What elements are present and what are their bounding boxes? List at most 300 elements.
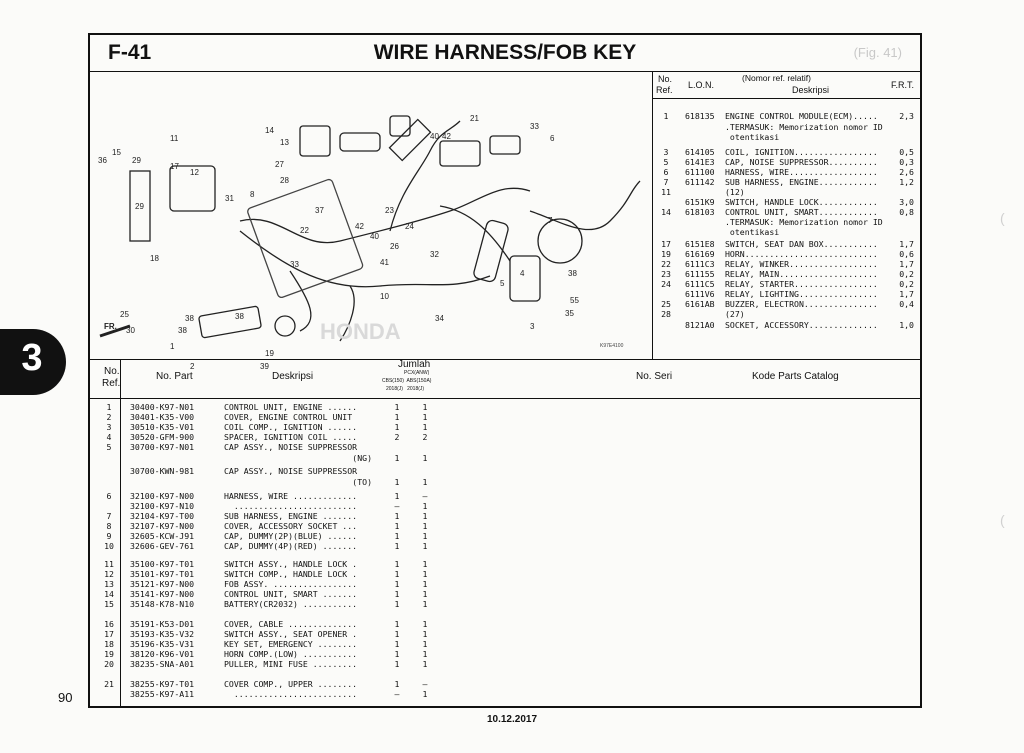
ref-frt: 1,2	[899, 177, 914, 187]
svg-text:36: 36	[98, 156, 107, 165]
svg-text:6: 6	[550, 134, 555, 143]
svg-text:12: 12	[190, 168, 199, 177]
svg-text:31: 31	[225, 194, 234, 203]
ref-lon: 6111C5	[685, 279, 715, 289]
svg-text:38: 38	[235, 312, 244, 321]
part-q1: 1	[394, 422, 400, 432]
page-number: 90	[58, 690, 73, 705]
part-part: 30400-K97-N01	[130, 402, 195, 412]
part-no: 18	[104, 639, 114, 649]
svg-text:15: 15	[112, 148, 121, 157]
svg-text:30: 30	[126, 326, 135, 335]
diagram-code: K97E4100	[600, 343, 624, 349]
title-bar	[90, 35, 920, 72]
part-no: 21	[104, 679, 114, 689]
parts-row	[90, 432, 635, 442]
part-desc: CAP, DUMMY(2P)(BLUE) ......	[224, 531, 358, 541]
parts-row	[90, 629, 635, 639]
ref-desc: SWITCH, HANDLE LOCK............	[725, 197, 878, 207]
parts-no-header: No.	[104, 366, 120, 377]
ref-frt: 0,3	[899, 157, 914, 167]
part-part: 32605-KCW-J91	[130, 531, 195, 541]
part-desc2: (NG)	[352, 453, 372, 463]
ref-lon: 6111C3	[685, 259, 715, 269]
part-desc: CONTROL UNIT, ENGINE ......	[224, 402, 358, 412]
ref-desc: HARNESS, WIRE..................	[725, 167, 878, 177]
ref-lon: 6151E8	[685, 239, 715, 249]
ref-frt: 2,6	[899, 167, 914, 177]
ref-desc: (12)	[725, 187, 745, 197]
part-part: 38120-K96-V01	[130, 649, 195, 659]
svg-text:2: 2	[190, 362, 195, 371]
parts-row	[90, 466, 635, 476]
ref-desc: HORN...........................	[725, 249, 878, 259]
part-part: 35191-K53-D01	[130, 619, 195, 629]
ref-frt: 0,6	[899, 249, 914, 259]
part-q2: 2	[422, 432, 428, 442]
desc-top-header: (Nomor ref. relatif)	[742, 73, 811, 83]
svg-text:4: 4	[520, 269, 525, 278]
parts-row	[90, 559, 635, 569]
ref-desc: RELAY, STARTER.................	[725, 279, 878, 289]
ref-desc: SWITCH, SEAT DAN BOX...........	[725, 239, 878, 249]
ref-no: 24	[661, 279, 671, 289]
part-part: 35101-K97-T01	[130, 569, 195, 579]
part-desc: .........................	[224, 689, 358, 699]
ref-no: 5	[663, 157, 669, 167]
part-part: 32104-K97-T00	[130, 511, 195, 521]
svg-text:38: 38	[568, 269, 577, 278]
reference-row	[652, 269, 920, 279]
svg-text:13: 13	[280, 138, 289, 147]
parts-row	[90, 442, 635, 452]
svg-text:14: 14	[265, 126, 274, 135]
svg-text:40: 40	[430, 132, 439, 141]
part-part: 38235-SNA-A01	[130, 659, 195, 669]
part-desc: SPACER, IGNITION COIL .....	[224, 432, 358, 442]
part-q1: 1	[394, 639, 400, 649]
ref-desc: BUZZER, ELECTRON...............	[725, 299, 878, 309]
ref-lon: 6141E3	[685, 157, 715, 167]
part-q2: 1	[422, 659, 428, 669]
part-q2: 1	[422, 599, 428, 609]
part-desc: SWITCH COMP., HANDLE LOCK .	[224, 569, 358, 579]
svg-text:24: 24	[405, 222, 414, 231]
parts-table-body	[90, 397, 920, 707]
part-part: 38255-K97-A11	[130, 689, 195, 699]
svg-text:34: 34	[435, 314, 444, 323]
ref-desc: otentikasi	[725, 132, 780, 142]
ref-lon: 8121A0	[685, 320, 715, 330]
part-no: 15	[104, 599, 114, 609]
svg-text:3: 3	[530, 322, 535, 331]
part-q1: 1	[394, 629, 400, 639]
svg-text:42: 42	[355, 222, 364, 231]
part-q2: 1	[422, 402, 428, 412]
part-no: 9	[106, 531, 112, 541]
part-desc: COVER, ACCESSORY SOCKET ...	[224, 521, 358, 531]
reference-row	[652, 177, 920, 187]
part-desc: CAP ASSY., NOISE SUPPRESSOR	[224, 442, 358, 452]
svg-text:19: 19	[265, 349, 274, 358]
parts-row	[90, 649, 635, 659]
part-part: 30520-GFM-900	[130, 432, 195, 442]
ref-frt: 0,2	[899, 279, 914, 289]
svg-text:55: 55	[570, 296, 579, 305]
section-number: 3	[21, 337, 43, 379]
honda-watermark: HONDA	[320, 319, 401, 344]
svg-text:17: 17	[170, 162, 179, 171]
part-q1: 1	[394, 477, 400, 487]
reference-row	[652, 207, 920, 217]
part-desc: HARNESS, WIRE .............	[224, 491, 358, 501]
lon-header: L.O.N.	[688, 80, 715, 90]
svg-text:21: 21	[470, 114, 479, 123]
ref-desc: otentikasi	[725, 227, 780, 237]
part-part: 32107-K97-N00	[130, 521, 195, 531]
part-no: 4	[106, 432, 112, 442]
ref-lon: 618103	[685, 207, 715, 217]
part-q2: 1	[422, 501, 428, 511]
part-q2: 1	[422, 579, 428, 589]
ref-desc: RELAY, WINKER..................	[725, 259, 878, 269]
part-desc: CAP ASSY., NOISE SUPPRESSOR	[224, 466, 358, 476]
ref-no: 19	[661, 249, 671, 259]
reference-row	[652, 187, 920, 197]
reference-row	[652, 111, 920, 121]
part-desc: .........................	[224, 501, 358, 511]
svg-text:8: 8	[250, 190, 255, 199]
figure-number: F-41	[108, 41, 152, 64]
ref-desc: (27)	[725, 309, 745, 319]
part-no: 6	[106, 491, 112, 501]
svg-text:39: 39	[260, 362, 269, 371]
ref-lon: 6111V6	[685, 289, 715, 299]
part-q1: –	[394, 689, 400, 699]
reference-row	[652, 157, 920, 167]
ref-lon: 614105	[685, 147, 715, 157]
svg-text:10: 10	[380, 292, 389, 301]
ref-no: 6	[663, 167, 669, 177]
ref-no: 28	[661, 309, 671, 319]
part-no: 12	[104, 569, 114, 579]
part-desc: SWITCH ASSY., SEAT OPENER .	[224, 629, 358, 639]
part-q1: 1	[394, 649, 400, 659]
svg-text:29: 29	[132, 156, 141, 165]
part-q1: 1	[394, 402, 400, 412]
part-q1: 1	[394, 659, 400, 669]
ref-no: 22	[661, 259, 671, 269]
ref-frt: 0,2	[899, 269, 914, 279]
part-q2: 1	[422, 412, 428, 422]
reference-row	[652, 132, 920, 142]
ref-lon: 6151K9	[685, 197, 715, 207]
part-q1: 1	[394, 569, 400, 579]
part-desc: SWITCH ASSY., HANDLE LOCK .	[224, 559, 358, 569]
section-tab	[0, 329, 66, 395]
part-q2: 1	[422, 531, 428, 541]
ref-no: 7	[663, 177, 669, 187]
svg-text:29: 29	[135, 202, 144, 211]
part-desc2: (TO)	[352, 477, 372, 487]
svg-text:35: 35	[565, 309, 574, 318]
quantity-years: 2018(J) 2018(J)	[386, 386, 425, 392]
parts-row	[90, 541, 635, 551]
part-part: 32100-K97-N00	[130, 491, 195, 501]
ref-frt: 1,7	[899, 259, 914, 269]
part-number-header: No. Part	[156, 371, 193, 382]
part-part: 35193-K35-V32	[130, 629, 195, 639]
part-q2: 1	[422, 569, 428, 579]
part-no: 3	[106, 422, 112, 432]
reference-row	[652, 227, 920, 237]
part-part: 35148-K78-N10	[130, 599, 195, 609]
parts-row	[90, 689, 635, 699]
svg-text:33: 33	[290, 260, 299, 269]
ref-lon: 616169	[685, 249, 715, 259]
part-desc: KEY SET, EMERGENCY ........	[224, 639, 358, 649]
parts-row	[90, 453, 635, 463]
part-q1: 1	[394, 453, 400, 463]
desc-header: Deskripsi	[792, 85, 830, 95]
ref-frt: 1,7	[899, 239, 914, 249]
serial-header: No. Seri	[636, 371, 673, 382]
ref-desc: SUB HARNESS, ENGINE............	[725, 177, 878, 187]
part-desc: SUB HARNESS, ENGINE .......	[224, 511, 358, 521]
figure-stamp: (Fig. 41)	[853, 45, 902, 60]
part-part: 35196-K35-V31	[130, 639, 195, 649]
ref-desc: RELAY, MAIN....................	[725, 269, 878, 279]
quantity-subheader: PCX(ANW)	[404, 370, 430, 376]
ref-desc: .TERMASUK: Memorization nomor ID	[725, 217, 883, 227]
parts-row	[90, 531, 635, 541]
reference-row	[652, 279, 920, 289]
ref-lon: 6161AB	[685, 299, 715, 309]
part-q2: 1	[422, 689, 428, 699]
ref-desc: CONTROL UNIT, SMART............	[725, 207, 878, 217]
part-desc: COIL COMP., IGNITION ......	[224, 422, 358, 432]
reference-table	[652, 71, 920, 359]
catalog-code-header: Kode Parts Catalog	[752, 371, 839, 382]
ref-desc: COIL, IGNITION.................	[725, 147, 878, 157]
part-no: 20	[104, 659, 114, 669]
ref-desc: .TERMASUK: Memorization nomor ID	[725, 122, 883, 132]
part-part: 35100-K97-T01	[130, 559, 195, 569]
parts-row	[90, 619, 635, 629]
part-q1: 1	[394, 521, 400, 531]
part-q2: 1	[422, 477, 428, 487]
part-no: 19	[104, 649, 114, 659]
parts-row	[90, 412, 635, 422]
reference-row	[652, 167, 920, 177]
parts-row	[90, 491, 635, 501]
parts-row	[90, 569, 635, 579]
reference-row	[652, 309, 920, 319]
svg-text:33: 33	[530, 122, 539, 131]
part-desc: CAP, DUMMY(4P)(RED) .......	[224, 541, 358, 551]
svg-text:27: 27	[275, 160, 284, 169]
parts-row	[90, 659, 635, 669]
part-desc: CONTROL UNIT, SMART .......	[224, 589, 358, 599]
ref-desc: ENGINE CONTROL MODULE(ECM).....	[725, 111, 878, 121]
part-part: 32606-GEV-761	[130, 541, 195, 551]
ref-no-header: No.	[658, 74, 673, 84]
svg-text:11: 11	[170, 134, 179, 143]
ref-desc: RELAY, LIGHTING................	[725, 289, 878, 299]
part-q1: 1	[394, 579, 400, 589]
svg-text:41: 41	[380, 258, 389, 267]
part-q2: 1	[422, 511, 428, 521]
part-q2: 1	[422, 639, 428, 649]
catalog-page-frame	[88, 33, 922, 708]
part-part: 32100-K97-N10	[130, 501, 195, 511]
ref-frt: 0,5	[899, 147, 914, 157]
svg-text:22: 22	[300, 226, 309, 235]
part-q2: 1	[422, 629, 428, 639]
part-q2: –	[422, 679, 428, 689]
part-q2: 1	[422, 521, 428, 531]
reference-row	[652, 320, 920, 330]
svg-text:37: 37	[315, 206, 324, 215]
parts-row	[90, 477, 635, 487]
ref-lon: 611155	[685, 269, 715, 279]
reference-row	[652, 299, 920, 309]
part-q1: 1	[394, 511, 400, 521]
col-divider	[120, 360, 121, 398]
ref-frt: 1,7	[899, 289, 914, 299]
part-q1: 1	[394, 531, 400, 541]
reference-row	[652, 249, 920, 259]
part-desc: COVER COMP., UPPER ........	[224, 679, 358, 689]
part-q2: 1	[422, 453, 428, 463]
ref-no: 23	[661, 269, 671, 279]
frt-header: F.R.T.	[890, 80, 914, 90]
ref-ref-header: Ref.	[656, 85, 673, 95]
reference-row	[652, 239, 920, 249]
part-q1: 1	[394, 491, 400, 501]
part-q1: 1	[394, 541, 400, 551]
ref-frt: 2,3	[899, 111, 914, 121]
parts-row	[90, 511, 635, 521]
ref-desc: SOCKET, ACCESSORY..............	[725, 320, 878, 330]
part-no: 2	[106, 412, 112, 422]
part-q2: 1	[422, 589, 428, 599]
ref-no: 1	[663, 111, 669, 121]
svg-text:40: 40	[370, 232, 379, 241]
part-part: 35121-K97-N00	[130, 579, 195, 589]
ref-frt: 1,0	[899, 320, 914, 330]
svg-text:18: 18	[150, 254, 159, 263]
quantity-models: CBS(150) ABS(150A)	[382, 378, 432, 384]
part-q1: 2	[394, 432, 400, 442]
margin-mark: (	[1000, 210, 1005, 226]
part-q1: 1	[394, 412, 400, 422]
description-header: Deskripsi	[272, 371, 314, 382]
ref-lon: 611142	[685, 177, 715, 187]
part-q2: 1	[422, 649, 428, 659]
part-part: 38255-K97-T01	[130, 679, 195, 689]
parts-row	[90, 521, 635, 531]
part-part: 30401-K35-V00	[130, 412, 195, 422]
part-part: 30700-K97-N01	[130, 442, 195, 452]
ref-no: 3	[663, 147, 669, 157]
svg-text:23: 23	[385, 206, 394, 215]
part-no: 8	[106, 521, 112, 531]
svg-text:42: 42	[442, 132, 451, 141]
ref-frt: 0,8	[899, 207, 914, 217]
svg-text:1: 1	[170, 342, 175, 351]
parts-row	[90, 599, 635, 609]
part-no: 11	[104, 559, 114, 569]
reference-row	[652, 147, 920, 157]
reference-row	[652, 289, 920, 299]
part-no: 5	[106, 442, 112, 452]
reference-row	[652, 217, 920, 227]
svg-text:25: 25	[120, 310, 129, 319]
parts-row	[90, 579, 635, 589]
svg-text:5: 5	[500, 279, 505, 288]
part-q1: 1	[394, 589, 400, 599]
ref-no: 11	[661, 187, 671, 197]
parts-row	[90, 402, 635, 412]
part-desc: FOB ASSY. .................	[224, 579, 358, 589]
part-desc: BATTERY(CR2032) ...........	[224, 599, 358, 609]
ref-desc: CAP, NOISE SUPPRESSOR..........	[725, 157, 878, 167]
part-q1: 1	[394, 559, 400, 569]
parts-row	[90, 501, 635, 511]
ref-no: 14	[661, 207, 671, 217]
reference-row	[652, 197, 920, 207]
parts-table-header	[90, 359, 920, 399]
part-desc: HORN COMP.(LOW) ...........	[224, 649, 358, 659]
part-no: 17	[104, 629, 114, 639]
part-part: 30700-KWN-981	[130, 466, 195, 476]
part-no: 16	[104, 619, 114, 629]
part-no: 7	[106, 511, 112, 521]
parts-row	[90, 679, 635, 689]
part-no: 14	[104, 589, 114, 599]
svg-text:26: 26	[390, 242, 399, 251]
part-q2: 1	[422, 422, 428, 432]
part-no: 1	[106, 402, 112, 412]
front-arrow-label: FR.	[104, 322, 117, 331]
quantity-header: Jumlah	[398, 359, 431, 370]
part-q2: 1	[422, 619, 428, 629]
part-q1: 1	[394, 619, 400, 629]
part-q1: 1	[394, 599, 400, 609]
part-q2: 1	[422, 559, 428, 569]
svg-text:38: 38	[178, 326, 187, 335]
ref-frt: 0,4	[899, 299, 914, 309]
part-no: 10	[104, 541, 114, 551]
margin-mark: (	[1000, 512, 1005, 528]
reference-row	[652, 122, 920, 132]
ref-no: 25	[661, 299, 671, 309]
part-q1: 1	[394, 679, 400, 689]
part-desc: COVER, CABLE ..............	[224, 619, 358, 629]
ref-lon: 611100	[685, 167, 715, 177]
parts-ref-header: Ref.	[102, 378, 121, 389]
reference-row	[652, 259, 920, 269]
parts-row	[90, 589, 635, 599]
part-part: 30510-K35-V01	[130, 422, 195, 432]
svg-text:32: 32	[430, 250, 439, 259]
part-no: 13	[104, 579, 114, 589]
parts-row	[90, 639, 635, 649]
page-title: WIRE HARNESS/FOB KEY	[373, 41, 637, 64]
print-date: 10.12.2017	[486, 714, 538, 725]
ref-no: 17	[661, 239, 671, 249]
